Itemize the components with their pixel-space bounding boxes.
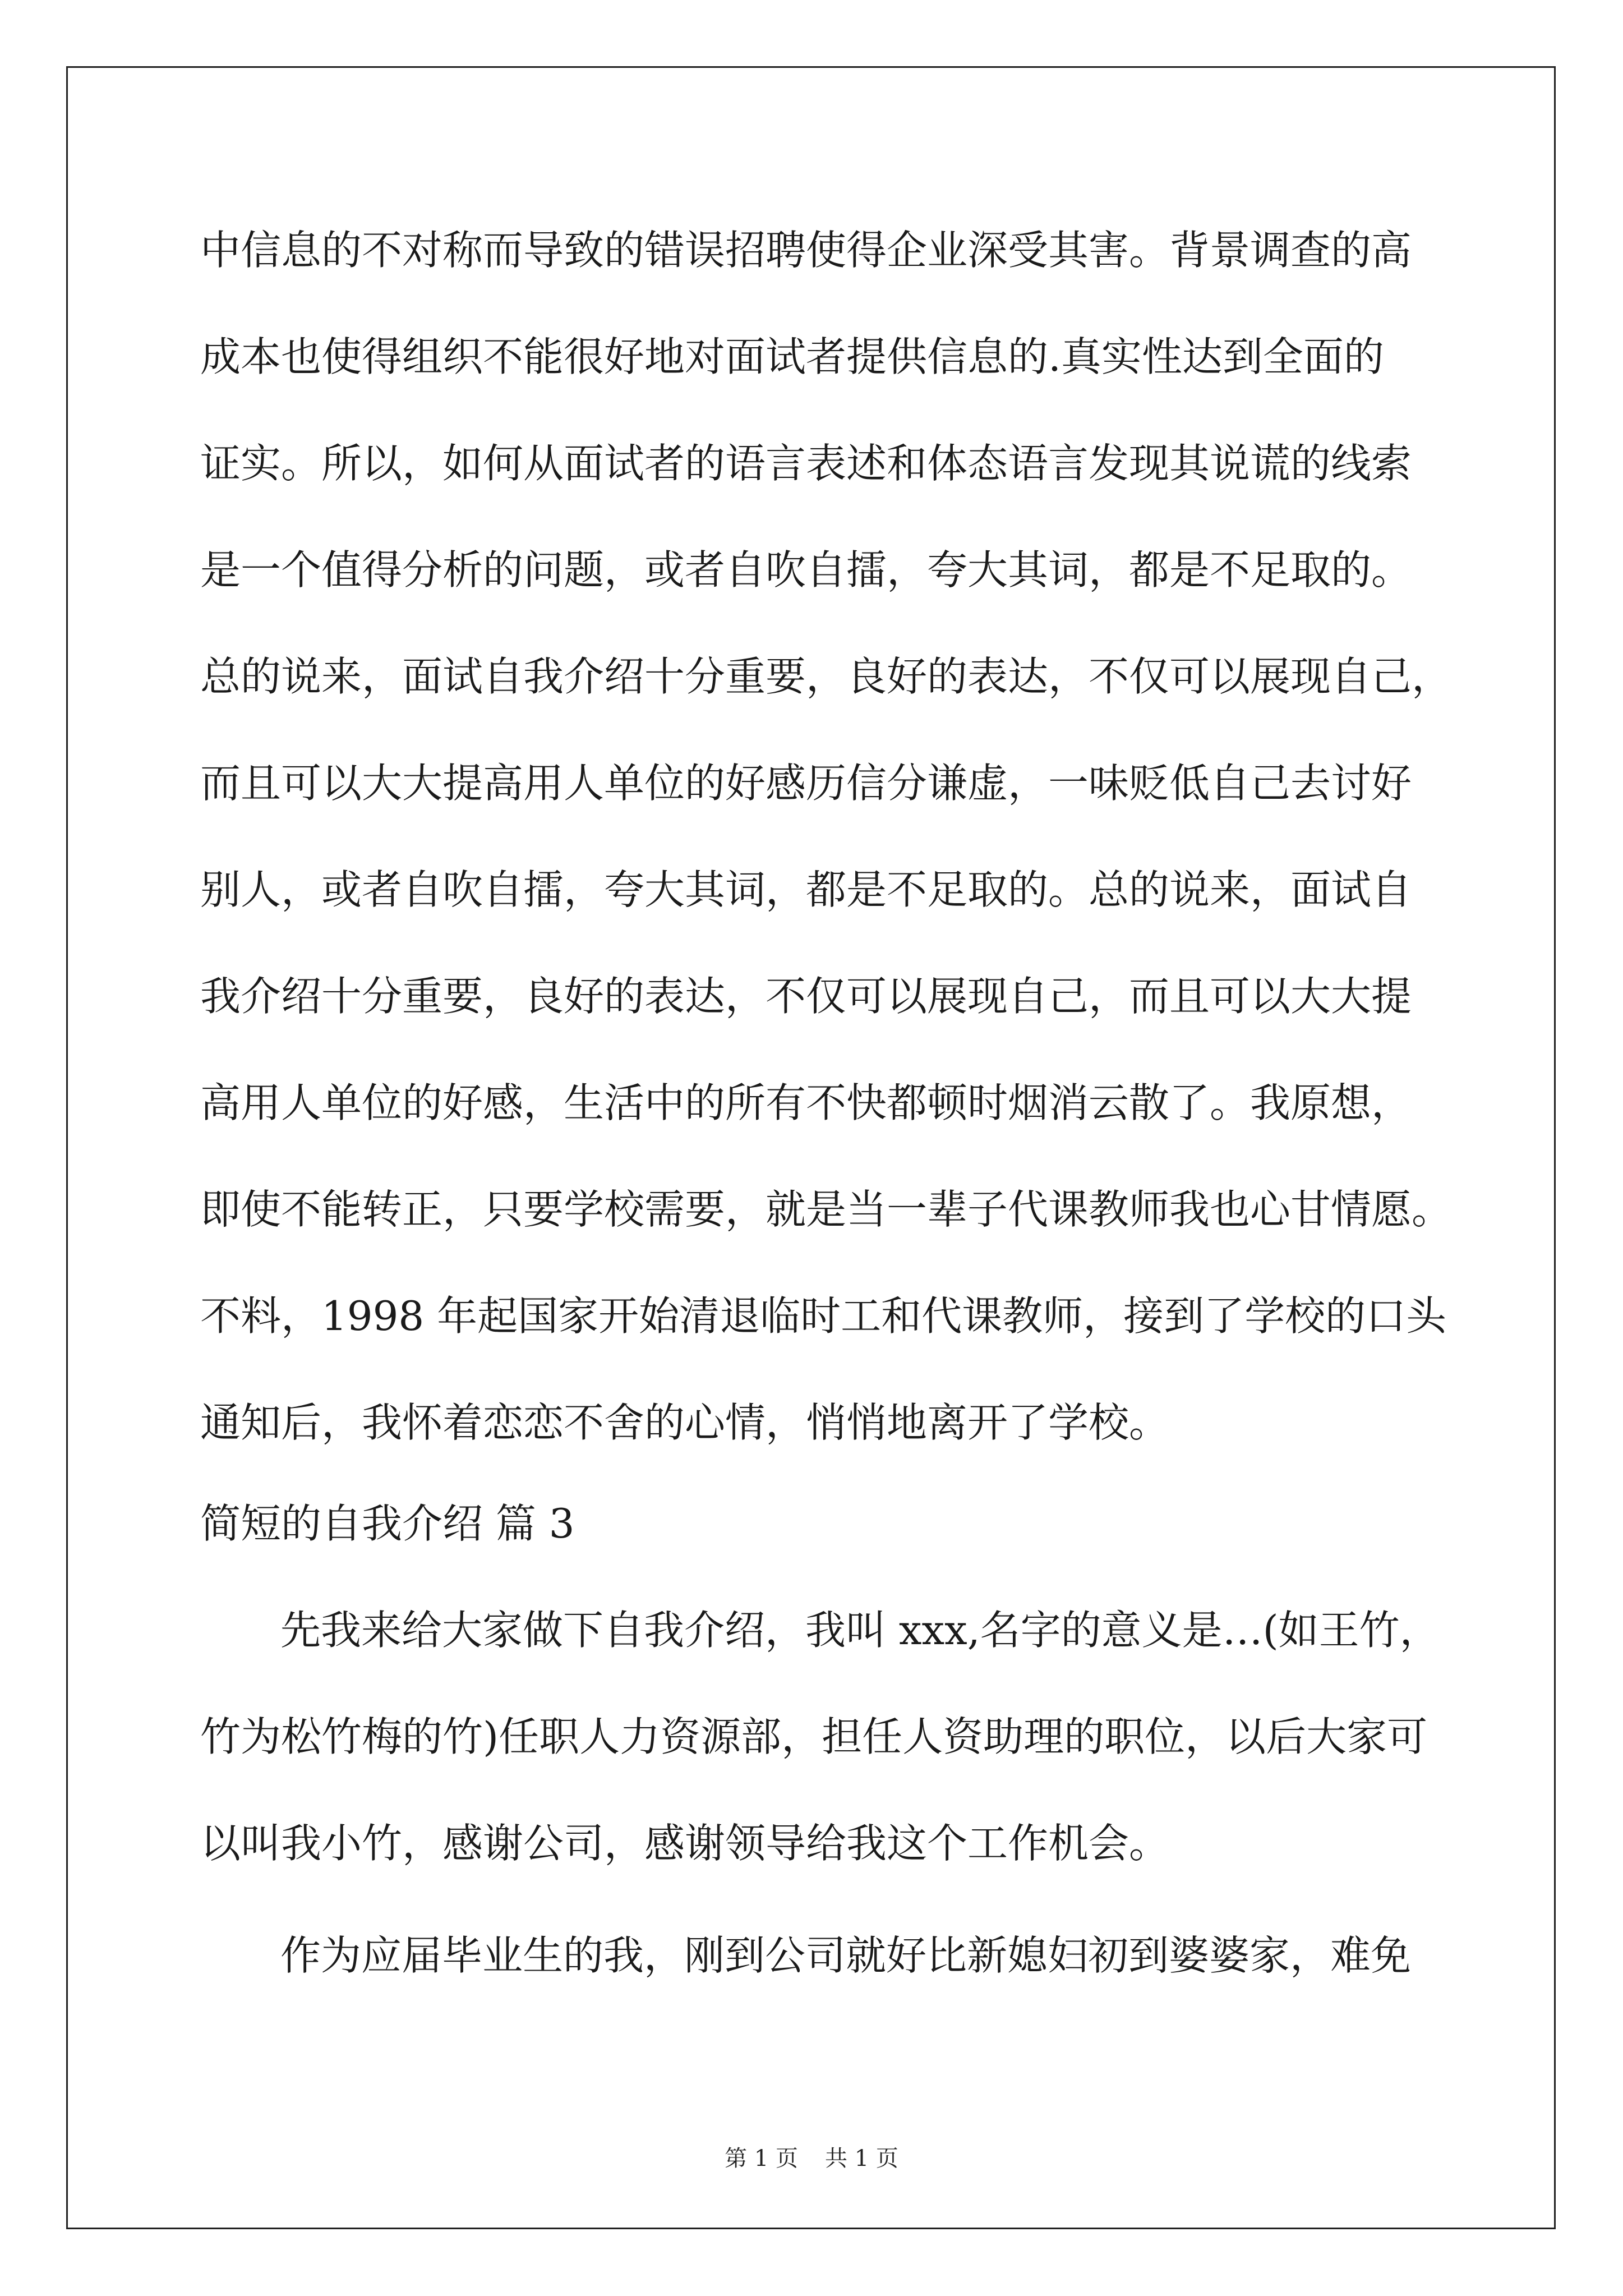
text-line: 我介绍十分重要，良好的表达，不仅可以展现自己，而且可以大大提 xyxy=(200,973,1412,1020)
text-line: 不料，1998 年起国家开始清退临时工和代课教师，接到了学校的口头 xyxy=(200,1292,1447,1340)
section-heading: 简短的自我介绍 篇 3 xyxy=(200,1500,575,1547)
text-line: 证实。所以，如何从面试者的语言表述和体态语言发现其说谎的线索 xyxy=(200,440,1412,487)
paragraph-line: 先我来给大家做下自我介绍，我叫 xxx,名字的意义是…(如王竹， xyxy=(280,1607,1440,1654)
paragraph-line: 竹为松竹梅的竹)任职人力资源部，担任人资助理的职位，以后大家可 xyxy=(200,1713,1428,1760)
paragraph-line: 作为应届毕业生的我，刚到公司就好比新媳妇初到婆婆家，难免 xyxy=(280,1932,1412,1979)
page-footer xyxy=(0,2143,1623,2174)
text-line: 总的说来，面试自我介绍十分重要，良好的表达，不仅可以展现自己， xyxy=(200,653,1453,700)
text-line: 通知后，我怀着恋恋不舍的心情，悄悄地离开了学校。 xyxy=(200,1399,1170,1446)
text-line: 高用人单位的好感，生活中的所有不快都顿时烟消云散了。我原想， xyxy=(200,1079,1412,1126)
page-border xyxy=(66,66,1556,2229)
text-line: 别人，或者自吹自擂，夸大其词，都是不足取的。总的说来，面试自 xyxy=(200,866,1412,913)
page-total: 共 1 页 xyxy=(825,2146,898,2171)
paragraph-line: 以叫我小竹，感谢公司，感谢领导给我这个工作机会。 xyxy=(200,1820,1170,1867)
text-line: 中信息的不对称而导致的错误招聘使得企业深受其害。背景调查的高 xyxy=(200,227,1412,274)
text-line: 即使不能转正，只要学校需要，就是当一辈子代课教师我也心甘情愿。 xyxy=(200,1186,1453,1233)
text-line: 成本也使得组织不能很好地对面试者提供信息的.真实性达到全面的 xyxy=(200,333,1384,380)
text-line: 而且可以大大提高用人单位的好感历信分谦虚，一味贬低自己去讨好 xyxy=(200,760,1412,807)
page-number: 第 1 页 xyxy=(725,2146,798,2171)
text-line: 是一个值得分析的问题，或者自吹自擂，夸大其词，都是不足取的。 xyxy=(200,546,1412,593)
